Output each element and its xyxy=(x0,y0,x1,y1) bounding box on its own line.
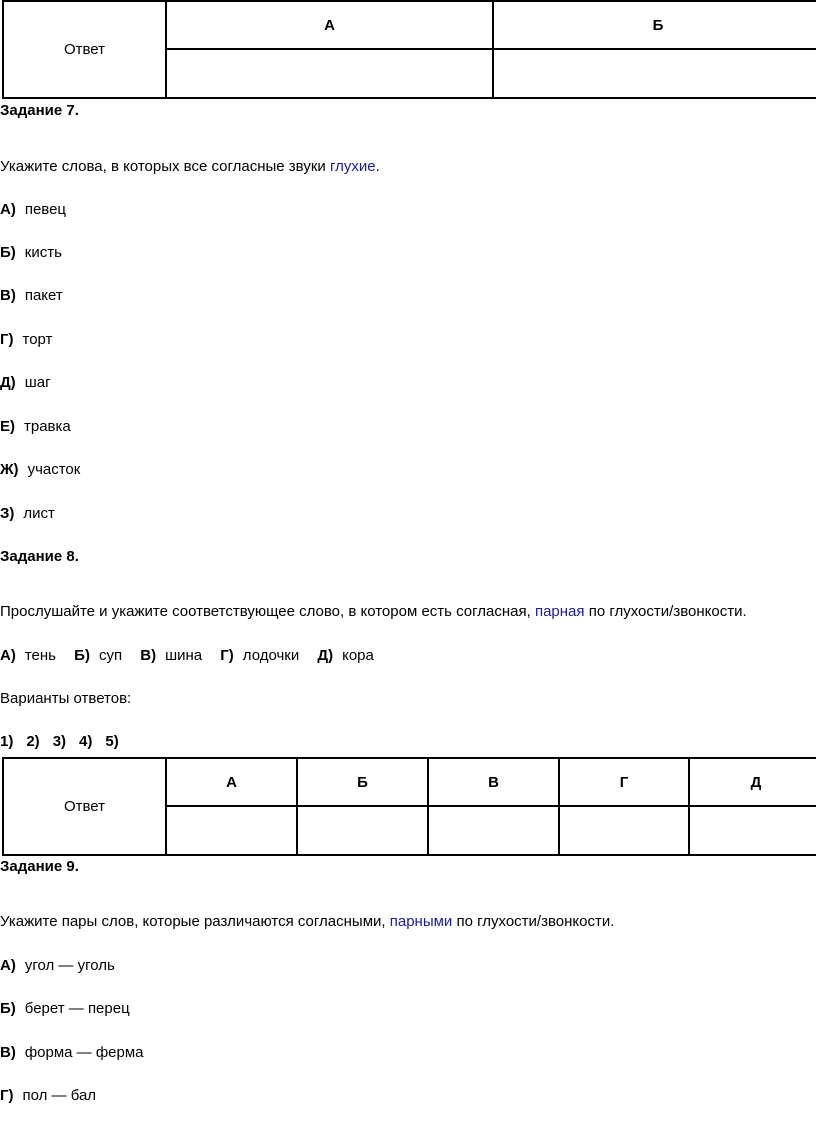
option-letter: А) xyxy=(0,201,16,218)
task-7-question xyxy=(0,158,380,175)
answer-cell-a[interactable] xyxy=(166,806,297,855)
option-text: торт xyxy=(22,331,53,348)
option-text: кора xyxy=(342,647,374,664)
answer-cell-b[interactable] xyxy=(297,806,428,855)
option-text: кисть xyxy=(24,244,62,261)
task-7-option[interactable] xyxy=(0,461,80,478)
option-text: берет — перец xyxy=(24,1000,130,1017)
task-8-options xyxy=(0,647,388,664)
task-9-option[interactable] xyxy=(0,957,115,974)
task-8-option[interactable] xyxy=(140,647,202,664)
question-text-end: по глухости/звонкости. xyxy=(584,603,747,620)
task-8-question xyxy=(0,603,747,620)
option-text: травка xyxy=(24,418,71,435)
option-text: шаг xyxy=(24,374,51,391)
option-letter: З) xyxy=(0,505,15,522)
answer-label: Ответ xyxy=(3,1,166,98)
column-header-a: А xyxy=(166,1,493,49)
task-9-title: Задание 9. xyxy=(0,858,79,875)
task-7-option[interactable] xyxy=(0,201,66,218)
column-header-a: А xyxy=(166,758,297,806)
answer-cell-d[interactable] xyxy=(689,806,816,855)
question-text-end: . xyxy=(375,158,380,175)
column-header-g: Г xyxy=(559,758,689,806)
answer-cell-v[interactable] xyxy=(428,806,559,855)
task-9-question xyxy=(0,913,614,930)
option-letter: Д) xyxy=(317,647,334,664)
task-7-title: Задание 7. xyxy=(0,102,79,119)
option-text: певец xyxy=(24,201,67,218)
option-text: шина xyxy=(165,647,203,664)
answer-cell-g[interactable] xyxy=(559,806,689,855)
column-header-d: Д xyxy=(689,758,816,806)
question-text: Прослушайте и укажите соответствующее слово, в котором есть согласная, xyxy=(0,603,535,620)
answer-cell-a[interactable] xyxy=(166,49,493,98)
option-letter: В) xyxy=(140,647,157,664)
task-7-option[interactable] xyxy=(0,244,62,261)
variant-2[interactable]: 2) xyxy=(26,733,40,750)
option-text: тень xyxy=(24,647,56,664)
option-letter: Г) xyxy=(0,331,14,348)
question-text-end: по глухости/звонкости. xyxy=(452,913,615,930)
task-7-option[interactable] xyxy=(0,418,71,435)
task-8-option[interactable] xyxy=(74,647,122,664)
task-7-option[interactable] xyxy=(0,505,55,522)
option-text: пакет xyxy=(24,287,63,304)
variant-4[interactable]: 4) xyxy=(79,733,93,750)
task-9-option[interactable] xyxy=(0,1087,96,1104)
question-highlight: глухие xyxy=(329,158,376,175)
variant-5[interactable]: 5) xyxy=(105,733,119,750)
task-8-title: Задание 8. xyxy=(0,548,79,565)
option-letter: В) xyxy=(0,1044,16,1061)
option-letter: А) xyxy=(0,647,16,664)
option-text: суп xyxy=(98,647,123,664)
question-text: Укажите пары слов, которые различаются согласными, xyxy=(0,913,390,930)
option-text: участок xyxy=(27,461,81,478)
task-8-option[interactable] xyxy=(0,647,56,664)
answer-cell-b[interactable] xyxy=(493,49,816,98)
question-text: Укажите слова, в которых все согласные звуки xyxy=(0,158,330,175)
option-letter: Е) xyxy=(0,418,15,435)
option-letter: Г) xyxy=(0,1087,14,1104)
variant-3[interactable]: 3) xyxy=(52,733,67,750)
option-text: лист xyxy=(23,505,55,522)
option-text: лодочки xyxy=(242,647,300,664)
question-highlight: парными xyxy=(389,913,453,930)
column-header-v: В xyxy=(428,758,559,806)
task-7-option[interactable] xyxy=(0,331,52,348)
column-header-b: Б xyxy=(493,1,816,49)
variant-1[interactable]: 1) xyxy=(0,733,14,750)
answer-label: Ответ xyxy=(3,758,166,855)
option-text: угол — уголь xyxy=(24,957,115,974)
option-letter: А) xyxy=(0,957,16,974)
column-header-b: Б xyxy=(297,758,428,806)
variants-label: Варианты ответов: xyxy=(0,690,132,707)
variants-list xyxy=(0,733,119,750)
option-text: пол — бал xyxy=(22,1087,97,1104)
option-letter: Ж) xyxy=(0,461,19,478)
option-text: форма — ферма xyxy=(24,1044,144,1061)
option-letter: Б) xyxy=(74,647,90,664)
question-highlight: парная xyxy=(534,603,585,620)
task-7-option[interactable] xyxy=(0,287,63,304)
task-9-option[interactable] xyxy=(0,1000,130,1017)
task-7-option[interactable] xyxy=(0,374,51,391)
option-letter: Д) xyxy=(0,374,16,391)
option-letter: В) xyxy=(0,287,16,304)
answer-table-2 xyxy=(2,757,816,856)
option-letter: Б) xyxy=(0,244,16,261)
task-8-option[interactable] xyxy=(317,647,373,664)
option-letter: Б) xyxy=(0,1000,16,1017)
task-8-option[interactable] xyxy=(220,647,299,664)
task-9-option[interactable] xyxy=(0,1044,144,1061)
answer-table-1 xyxy=(2,0,816,99)
option-letter: Г) xyxy=(220,647,234,664)
